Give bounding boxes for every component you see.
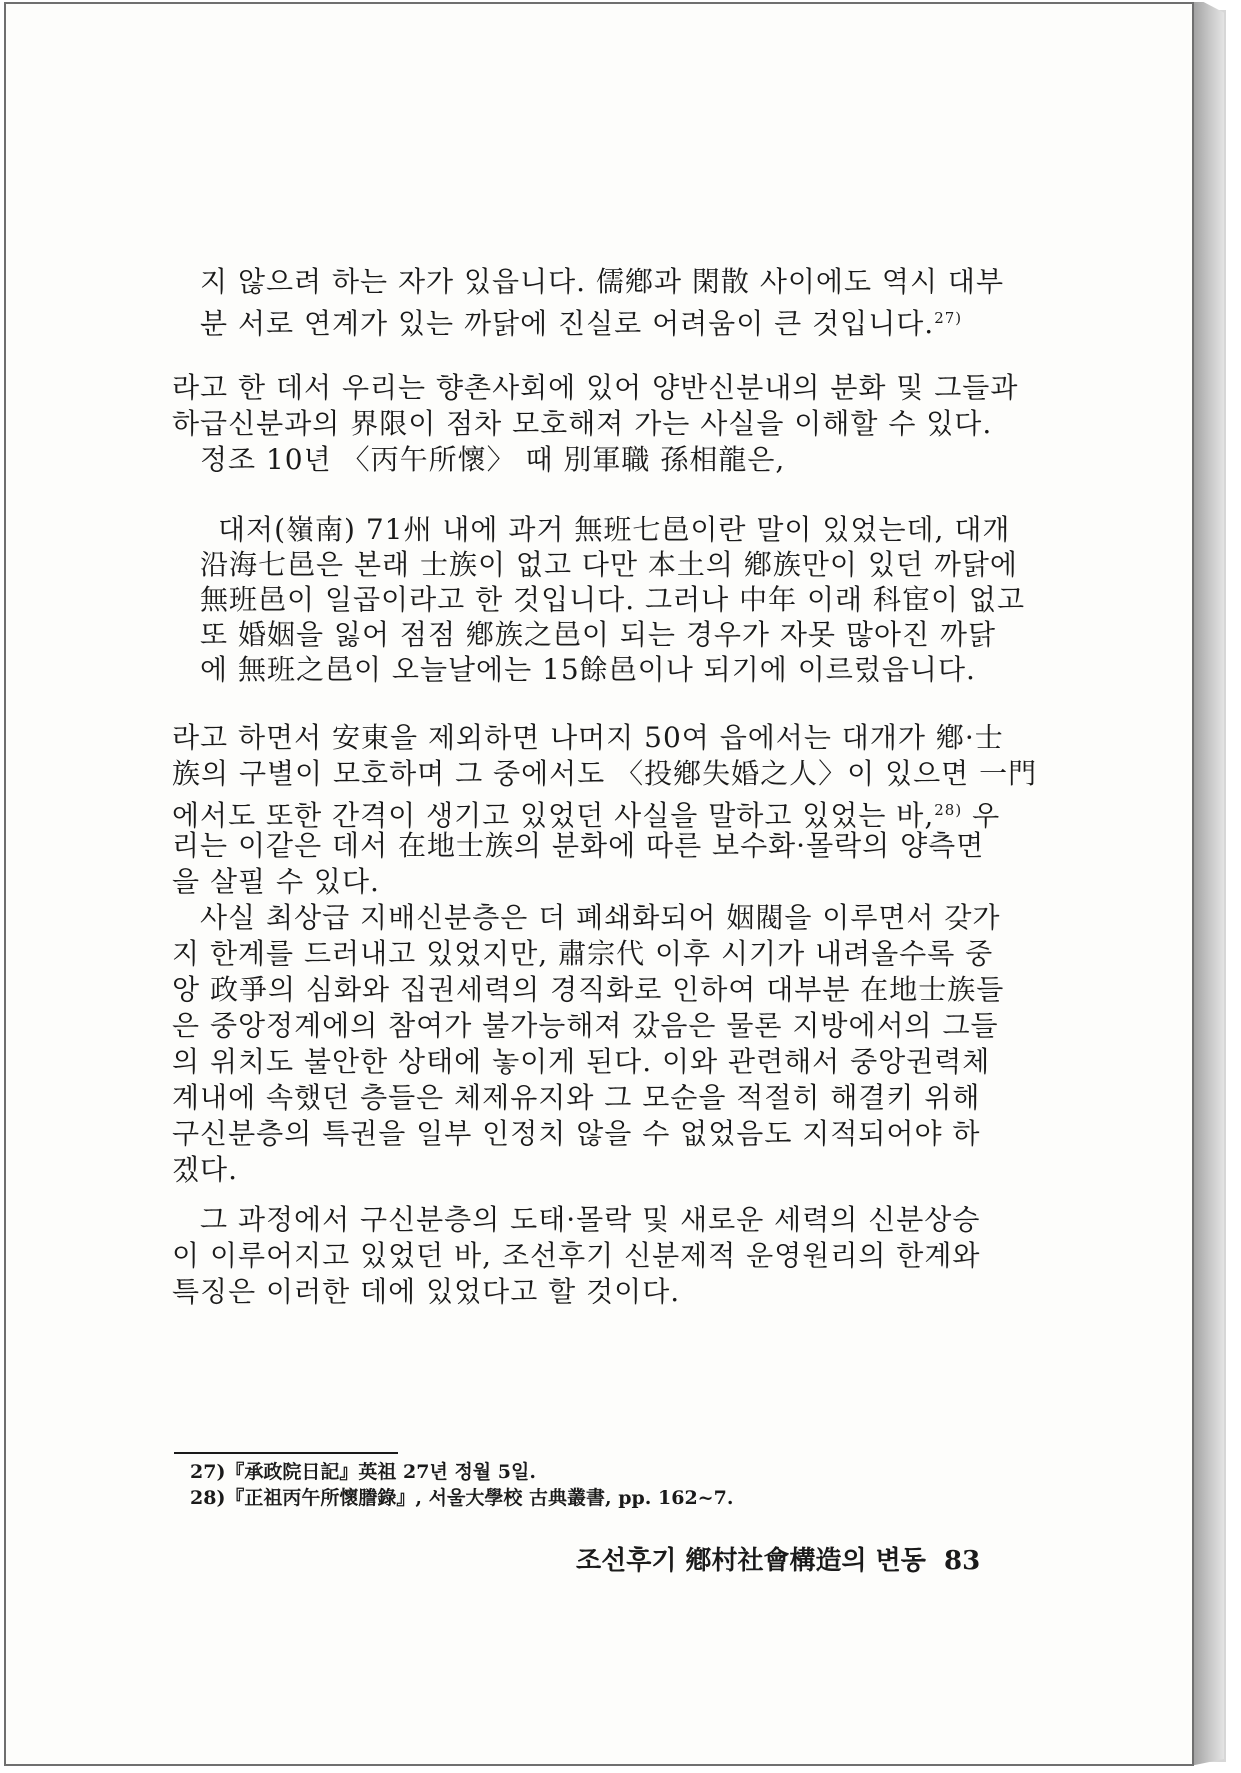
page-stack-shadow [1190,2,1224,1766]
body-line: 구신분층의 특권을 일부 인정치 않을 수 없었음도 지적되어야 하 [172,1117,981,1150]
quote-line: 지 않으려 하는 자가 있읍니다. 儒鄕과 閑散 사이에도 역시 대부 [200,265,1005,298]
footnote-ref: 28) [934,801,963,819]
quote-line [200,300,962,342]
body-line: 하급신분과의 界限이 점차 모호해져 가는 사실을 이해할 수 있다. [172,407,993,440]
body-line: 이 이루어지고 있었던 바, 조선후기 신분제적 운영원리의 한계와 [172,1239,981,1272]
body-line: 의 위치도 불안한 상태에 놓이게 된다. 이와 관련해서 중앙권력체 [172,1045,991,1078]
running-footer [576,1544,980,1578]
quote-line: 無班邑이 일곱이라고 한 것입니다. 그러나 中年 이래 科宦이 없고 [200,583,1026,616]
body-line: 라고 하면서 安東을 제외하면 나머지 50여 읍에서는 대개가 鄕·士 [172,721,1004,754]
body-line-text: 우 [962,799,1001,832]
page-number: 83 [944,1546,981,1576]
body-line: 정조 10년 〈丙午所懷〉 때 別軍職 孫相龍은, [200,443,786,476]
quote-line: 沿海七邑은 본래 士族이 없고 다만 本土의 鄕族만이 있던 까닭에 [200,548,1018,581]
body-line: 리는 이같은 데서 在地士族의 분화에 따른 보수화·몰락의 양측면 [172,829,985,862]
footnote-ref: 27) [934,309,963,327]
body-line: 앙 政爭의 심화와 집권세력의 경직화로 인하여 대부분 在地士族들 [172,973,1005,1006]
body-line: 은 중앙정계에의 참여가 불가능해져 갔음은 물론 지방에서의 그들 [172,1009,999,1042]
body-line: 특징은 이러한 데에 있었다고 할 것이다. [172,1275,681,1308]
body-line: 라고 한 데서 우리는 향촌사회에 있어 양반신분내의 분화 및 그들과 [172,371,1019,404]
quote-line: 대저(嶺南) 71州 내에 과거 無班七邑이란 말이 있었는데, 대개 [218,513,1011,546]
footnote: 27)『承政院日記』英祖 27년 정월 5일. [190,1461,536,1483]
body-line: 사실 최상급 지배신분층은 더 폐쇄화되어 姻閥을 이루면서 갖가 [200,901,1001,934]
body-line: 을 살필 수 있다. [172,865,380,898]
body-line: 族의 구별이 모호하며 그 중에서도 〈投鄕失婚之人〉이 있으면 一門 [172,757,1038,790]
body-line: 그 과정에서 구신분층의 도태·몰락 및 새로운 세력의 신분상승 [200,1203,981,1236]
body-line: 겠다. [172,1153,238,1186]
body-line: 계내에 속했던 층들은 체제유지와 그 모순을 적절히 해결키 위해 [172,1081,981,1114]
footnote-rule [174,1452,398,1454]
quote-line: 에 無班之邑이 오늘날에는 15餘邑이나 되기에 이르렀읍니다. [200,653,976,686]
quote-line: 또 婚姻을 잃어 점점 鄕族之邑이 되는 경우가 자못 많아진 까닭 [200,618,997,651]
book-page [4,2,1194,1766]
quote-line-text: 분 서로 연계가 있는 까닭에 진실로 어려움이 큰 것입니다. [200,307,935,340]
footnote: 28)『正祖丙午所懷謄錄』, 서울大學校 古典叢書, pp. 162~7. [190,1487,734,1509]
running-title: 조선후기 鄕村社會構造의 변동 [576,1546,926,1576]
body-line: 지 한계를 드러내고 있었지만, 肅宗代 이후 시기가 내려올수록 중 [172,937,994,970]
body-line-text: 에서도 또한 간격이 생기고 있었던 사실을 말하고 있었는 바, [172,799,935,832]
